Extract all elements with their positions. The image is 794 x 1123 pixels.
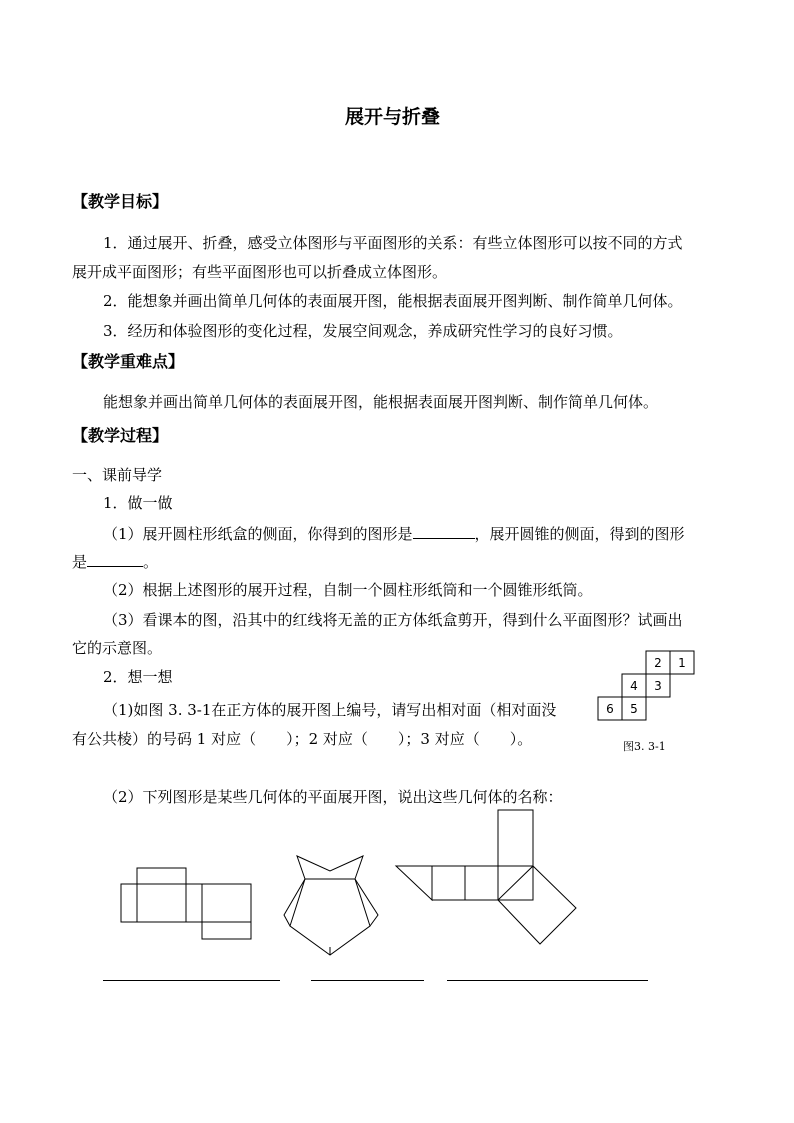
think-question-1-line2: 有公共棱）的号码 1 对应（ ）；2 对应（ ）；3 对应（ ）。 — [72, 730, 533, 748]
cube-face-number: 4 — [630, 679, 638, 693]
question-1-text-b: ，展开圆锥的侧面，得到的图形 — [474, 525, 685, 543]
do-heading: 1．做一做 — [103, 494, 173, 512]
answer-blank-cone[interactable] — [87, 551, 143, 567]
answer-blank-cylinder[interactable] — [413, 523, 475, 539]
question-1-text-c: 是 — [72, 553, 88, 571]
page-title: 展开与折叠 — [345, 106, 441, 128]
goal-1-line1: 1．通过展开、折叠，感受立体图形与平面图形的关系：有些立体图形可以按不同的方式 — [103, 234, 683, 252]
key-text: 能想象并画出简单几何体的表面展开图，能根据表面展开图判断、制作简单几何体。 — [103, 393, 659, 411]
key-heading: 【教学重难点】 — [72, 352, 185, 371]
answer-line-3[interactable] — [447, 980, 648, 981]
cube-face-number: 2 — [654, 656, 662, 670]
question-3-line2: 它的示意图。 — [72, 639, 163, 657]
cube-face-number: 1 — [678, 656, 686, 670]
goal-1-line2: 展开成平面图形；有些平面图形也可以折叠成立体图形。 — [72, 263, 448, 281]
question-1-text-d: 。 — [143, 553, 159, 571]
part1-heading: 一、课前导学 — [72, 466, 163, 484]
cuboid-net — [121, 868, 251, 939]
cube-face-number: 3 — [654, 679, 662, 693]
think-heading: 2．想一想 — [103, 668, 173, 686]
pyramid-net — [284, 856, 378, 955]
question-1-line1 — [103, 523, 685, 544]
cube-face-number: 5 — [630, 702, 638, 716]
question-2: （2）根据上述图形的展开过程，自制一个圆柱形纸筒和一个圆锥形纸筒。 — [103, 581, 593, 599]
answer-line-1[interactable] — [103, 980, 280, 981]
question-3-line1: （3）看课本的图，沿其中的红线将无盖的正方体纸盒剪开，得到什么平面图形？试画出 — [103, 611, 683, 629]
goal-3: 3．经历和体验图形的变化过程，发展空间观念，养成研究性学习的良好习惯。 — [103, 322, 623, 340]
process-heading: 【教学过程】 — [72, 426, 169, 445]
goals-heading: 【教学目标】 — [72, 192, 169, 211]
think-question-2: （2）下列图形是某些几何体的平面展开图，说出这些几何体的名称： — [103, 788, 563, 806]
prism-net — [396, 810, 576, 944]
think-question-1-line1: （1)如图 3. 3-1在正方体的展开图上编号，请写出相对面（相对面没 — [103, 701, 557, 719]
answer-line-2[interactable] — [311, 980, 424, 981]
cube-face-number: 6 — [606, 702, 614, 716]
goal-2: 2．能想象并画出简单几何体的表面展开图，能根据表面展开图判断、制作简单几何体。 — [103, 292, 683, 310]
figure-caption: 图3. 3-1 — [623, 740, 666, 753]
question-1-text-a: （1）展开圆柱形纸盒的侧面，你得到的图形是 — [103, 525, 413, 543]
question-1-line2 — [72, 551, 158, 572]
